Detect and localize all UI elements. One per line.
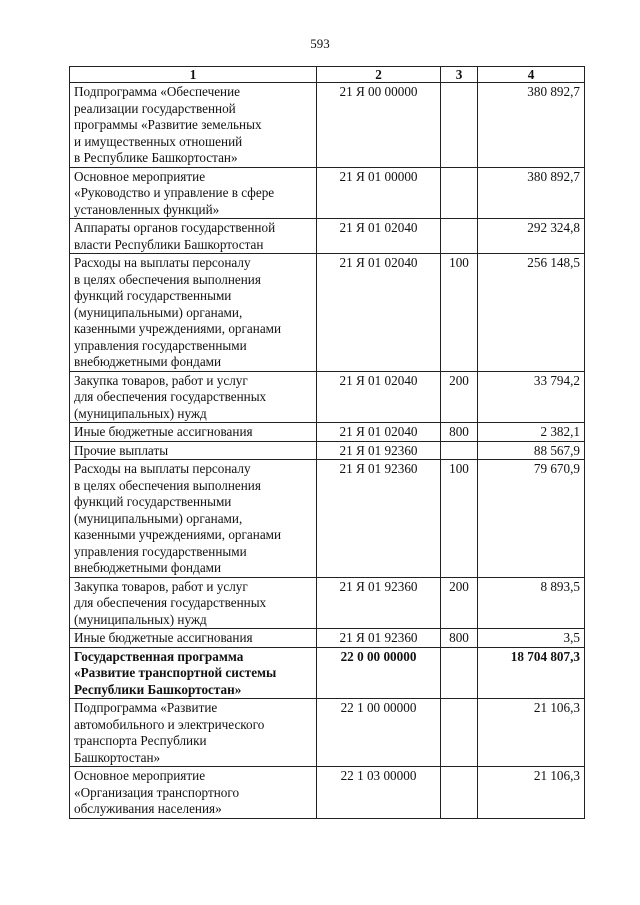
row-type-cell bbox=[441, 219, 478, 254]
table-row bbox=[70, 441, 585, 460]
row-type-cell: 200 bbox=[441, 577, 478, 629]
row-type-cell bbox=[441, 767, 478, 819]
row-name-cell: Подпрограмма «Обеспечение реализации государственной программы «Развитие земельных и имущественных отношений в Республике Башкортостан» bbox=[70, 83, 317, 168]
table-row bbox=[70, 699, 585, 767]
column-header-3: 3 bbox=[441, 67, 478, 83]
row-code-cell: 21 Я 01 92360 bbox=[317, 577, 441, 629]
row-name-cell: Иные бюджетные ассигнования bbox=[70, 629, 317, 648]
row-type-cell: 100 bbox=[441, 460, 478, 578]
row-type-cell bbox=[441, 699, 478, 767]
row-amount-cell: 88 567,9 bbox=[478, 441, 585, 460]
row-code-cell: 21 Я 00 00000 bbox=[317, 83, 441, 168]
row-type-cell bbox=[441, 441, 478, 460]
row-amount-cell: 8 893,5 bbox=[478, 577, 585, 629]
column-header-1: 1 bbox=[70, 67, 317, 83]
row-amount-cell: 21 106,3 bbox=[478, 699, 585, 767]
table-row bbox=[70, 83, 585, 168]
row-type-cell bbox=[441, 647, 478, 699]
table-row bbox=[70, 219, 585, 254]
row-type-cell bbox=[441, 167, 478, 219]
row-code-cell: 22 0 00 00000 bbox=[317, 647, 441, 699]
table-row bbox=[70, 460, 585, 578]
row-name-cell: Аппараты органов государственной власти Республики Башкортостан bbox=[70, 219, 317, 254]
row-name-cell: Закупка товаров, работ и услуг для обеспечения государственных (муниципальных) нужд bbox=[70, 371, 317, 423]
row-code-cell: 21 Я 01 02040 bbox=[317, 371, 441, 423]
row-amount-cell: 18 704 807,3 bbox=[478, 647, 585, 699]
row-type-cell: 800 bbox=[441, 423, 478, 442]
row-name-cell: Иные бюджетные ассигнования bbox=[70, 423, 317, 442]
row-name-cell: Закупка товаров, работ и услуг для обеспечения государственных (муниципальных) нужд bbox=[70, 577, 317, 629]
row-code-cell: 22 1 00 00000 bbox=[317, 699, 441, 767]
page-number: 593 bbox=[310, 36, 330, 51]
row-code-cell: 21 Я 01 02040 bbox=[317, 423, 441, 442]
row-code-cell: 21 Я 01 92360 bbox=[317, 460, 441, 578]
table-row bbox=[70, 647, 585, 699]
table-row bbox=[70, 767, 585, 819]
row-code-cell: 21 Я 01 02040 bbox=[317, 219, 441, 254]
row-name-cell: Прочие выплаты bbox=[70, 441, 317, 460]
row-code-cell: 22 1 03 00000 bbox=[317, 767, 441, 819]
row-amount-cell: 380 892,7 bbox=[478, 83, 585, 168]
row-name-cell: Подпрограмма «Развитие автомобильного и электрического транспорта Республики Башкортостан» bbox=[70, 699, 317, 767]
row-name-cell: Государственная программа «Развитие транспортной системы Республики Башкортостан» bbox=[70, 647, 317, 699]
row-amount-cell: 3,5 bbox=[478, 629, 585, 648]
row-amount-cell: 33 794,2 bbox=[478, 371, 585, 423]
row-type-cell bbox=[441, 83, 478, 168]
table-row bbox=[70, 577, 585, 629]
row-type-cell: 200 bbox=[441, 371, 478, 423]
row-type-cell: 800 bbox=[441, 629, 478, 648]
row-name-cell: Расходы на выплаты персоналу в целях обеспечения выполнения функций государственными (муниципальными) органами, казенными учреждениями, органами управления государственными внебюджетными фондами bbox=[70, 460, 317, 578]
row-code-cell: 21 Я 01 02040 bbox=[317, 254, 441, 372]
table-body bbox=[70, 83, 585, 819]
row-code-cell: 21 Я 01 92360 bbox=[317, 441, 441, 460]
row-amount-cell: 21 106,3 bbox=[478, 767, 585, 819]
row-code-cell: 21 Я 01 00000 bbox=[317, 167, 441, 219]
row-amount-cell: 292 324,8 bbox=[478, 219, 585, 254]
table-row bbox=[70, 629, 585, 648]
column-header-2: 2 bbox=[317, 67, 441, 83]
budget-table bbox=[69, 66, 585, 819]
row-type-cell: 100 bbox=[441, 254, 478, 372]
row-amount-cell: 256 148,5 bbox=[478, 254, 585, 372]
table-header-row bbox=[70, 67, 585, 83]
row-code-cell: 21 Я 01 92360 bbox=[317, 629, 441, 648]
row-name-cell: Основное мероприятие «Организация транспортного обслуживания населения» bbox=[70, 767, 317, 819]
row-name-cell: Основное мероприятие «Руководство и управление в сфере установленных функций» bbox=[70, 167, 317, 219]
table-row bbox=[70, 167, 585, 219]
row-amount-cell: 2 382,1 bbox=[478, 423, 585, 442]
table-row bbox=[70, 371, 585, 423]
table-row bbox=[70, 423, 585, 442]
row-name-cell: Расходы на выплаты персоналу в целях обеспечения выполнения функций государственными (муниципальными) органами, казенными учреждениями, органами управления государственными внебюджетными фондами bbox=[70, 254, 317, 372]
row-amount-cell: 380 892,7 bbox=[478, 167, 585, 219]
table-row bbox=[70, 254, 585, 372]
column-header-4: 4 bbox=[478, 67, 585, 83]
row-amount-cell: 79 670,9 bbox=[478, 460, 585, 578]
